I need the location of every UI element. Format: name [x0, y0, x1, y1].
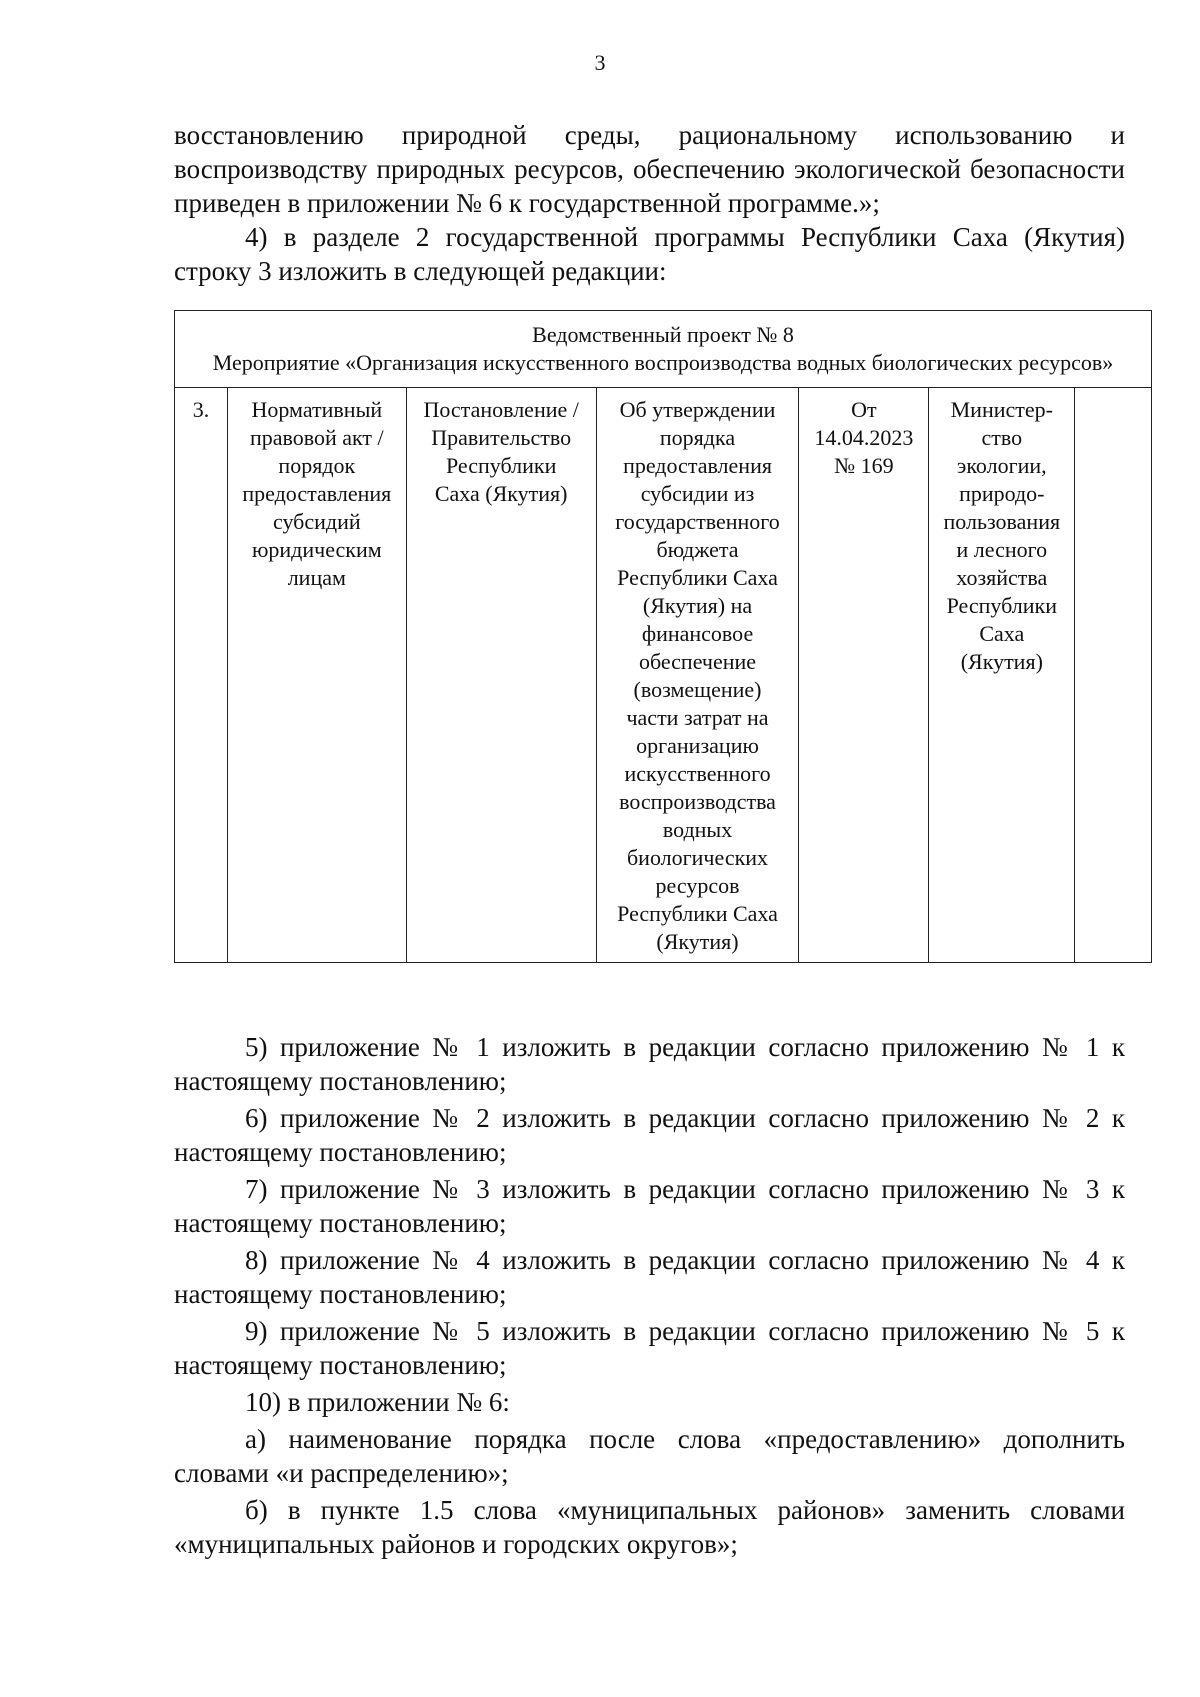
- cell-line: предоставления: [242, 481, 392, 506]
- paragraph-item-7: 7) приложение № 3 изложить в редакции согласно приложению № 3 к настоящему постановлению;: [174, 1174, 1125, 1238]
- table-header-cell: [175, 311, 1152, 388]
- cell-line: Нормативный: [251, 397, 383, 422]
- cell-line: Министер-: [950, 397, 1053, 422]
- paragraph-item-9: 9) приложение № 5 изложить в редакции согласно приложению № 5 к настоящему постановлению;: [174, 1316, 1125, 1380]
- cell-line: Постановление /: [423, 397, 579, 422]
- paragraph-item-8: 8) приложение № 4 изложить в редакции согласно приложению № 4 к настоящему постановлению;: [174, 1245, 1125, 1309]
- cell-line: воспроизводства: [619, 789, 776, 814]
- cell-line: правовой акт /: [249, 425, 384, 450]
- responsible-ministry-cell: [929, 388, 1075, 963]
- cell-line: Республики: [445, 453, 557, 478]
- act-title-cell: [596, 388, 799, 963]
- cell-line: бюджета: [656, 537, 739, 562]
- bottom-text-block: [174, 1030, 1125, 1564]
- table-header-row: [175, 311, 1152, 388]
- paragraph-item-10: 10) в приложении № 6:: [245, 1387, 510, 1417]
- cell-line: порядок: [278, 453, 356, 478]
- cell-line: № 169: [834, 453, 894, 478]
- table-row: [175, 388, 1152, 963]
- cell-line: порядка: [659, 425, 736, 450]
- cell-line: хозяйства: [956, 565, 1048, 590]
- cell-line: (Якутия): [960, 649, 1043, 674]
- cell-line: Республики Саха: [617, 565, 778, 590]
- cell-line: организацию: [636, 733, 759, 758]
- project-table: [174, 310, 1152, 963]
- paragraph-continuation: восстановлению природной среды, рациональному использованию и воспроизводству природных ресурсов, обеспечению экологической безопасности приведен в приложении № 6 к государственной программе.»;: [174, 120, 1125, 218]
- cell-line: Республики: [946, 593, 1057, 618]
- project-title: Ведомственный проект № 8: [532, 322, 794, 347]
- cell-line: части затрат на: [626, 705, 769, 730]
- cell-line: предоставления: [623, 453, 772, 478]
- cell-line: лицам: [287, 565, 346, 590]
- cell-line: 14.04.2023: [814, 425, 914, 450]
- cell-line: и лесного: [956, 537, 1048, 562]
- cell-line: Саха (Якутия): [434, 481, 568, 506]
- cell-line: искусственного: [624, 761, 771, 786]
- cell-line: От: [851, 397, 877, 422]
- paragraph-item-10a: а) наименование порядка после слова «предоставлению» дополнить словами «и распределению»;: [174, 1424, 1125, 1488]
- cell-line: природо-: [959, 481, 1045, 506]
- paragraph-item-10b: б) в пункте 1.5 слова «муниципальных районов» заменить словами «муниципальных районов и городских округов»;: [174, 1495, 1125, 1559]
- empty-cell: [1075, 388, 1152, 963]
- cell-line: (Якутия): [656, 929, 739, 954]
- cell-line: государственного: [615, 509, 780, 534]
- cell-line: (Якутия) на: [642, 593, 753, 618]
- cell-line: субсидии из: [640, 481, 755, 506]
- cell-line: пользования: [943, 509, 1061, 534]
- cell-line: субсидий: [272, 509, 361, 534]
- act-kind-cell: [406, 388, 596, 963]
- cell-line: финансовое: [641, 621, 754, 646]
- cell-line: ресурсов: [655, 873, 740, 898]
- cell-line: водных: [662, 817, 733, 842]
- cell-line: (возмещение): [633, 677, 762, 702]
- document-type-cell: [227, 388, 406, 963]
- paragraph-item-4: 4) в разделе 2 государственной программы Республики Саха (Якутия) строку 3 изложить в следующей редакции:: [174, 222, 1125, 286]
- cell-line: Об утверждении: [619, 397, 776, 422]
- page-number: 3: [594, 50, 606, 75]
- cell-line: Правительство: [431, 425, 572, 450]
- row-number-cell: 3.: [175, 388, 228, 963]
- act-date-cell: [799, 388, 929, 963]
- cell-line: Республики Саха: [617, 901, 778, 926]
- cell-line: юридическим: [251, 537, 382, 562]
- cell-line: обеспечение: [638, 649, 757, 674]
- activity-title: Мероприятие «Организация искусственного воспроизводства водных биологических ресурсов»: [212, 350, 1114, 375]
- cell-line: экологии,: [956, 453, 1047, 478]
- cell-line: ство: [981, 425, 1023, 450]
- cell-line: биологических: [626, 845, 769, 870]
- paragraph-item-6: 6) приложение № 2 изложить в редакции согласно приложению № 2 к настоящему постановлению;: [174, 1103, 1125, 1167]
- paragraph-item-5: 5) приложение № 1 изложить в редакции согласно приложению № 1 к настоящему постановлению;: [174, 1032, 1125, 1096]
- cell-line: Саха: [979, 621, 1025, 646]
- top-text-block: [174, 118, 1125, 288]
